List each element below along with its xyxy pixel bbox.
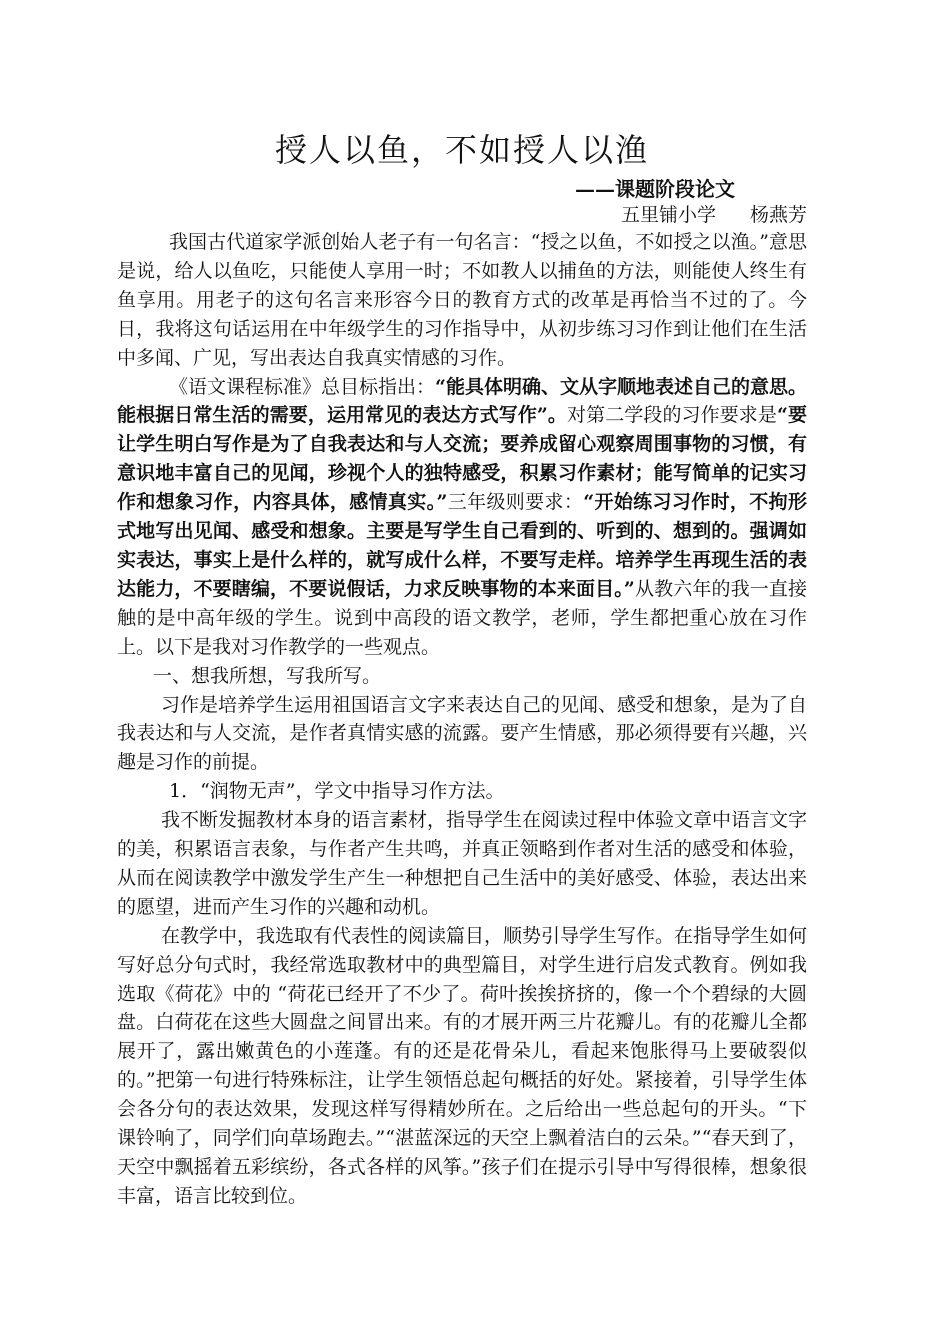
paragraph-interest: 习作是培养学生运用祖国语言文字来表达自己的见闻、感受和想象，是为了自我表达和与人交流，是作者真情实感的流露。要产生情感，那必须得要有兴趣，兴趣是习作的前提。	[117, 693, 808, 774]
section-heading-1: 一、想我所想，写我所写。	[153, 664, 382, 687]
curriculum-quote-2: “要让学生明白写作是为了自我表达和与人交流；要养成留心观察周围事物的习惯，有意识地丰富自己的见闻，珍视个人的独特感受，积累习作素材；能写简单的记实习作和想象习作，内容具体，感情真实。”	[117, 404, 807, 514]
paragraph-teaching-example: 在教学中，我选取有代表性的阅读篇目，顺势引导学生写作。在指导学生如何写好总分句式时，我经常选取教材中的典型篇目，对学生进行启发式教育。例如我选取《荷花》中的 “荷花已经开了不少了。荷叶挨挨挤挤的，像一个个碧绿的大圆盘。白荷花在这些大圆盘之间冒出来。有的才展开两三片花瓣儿。有的花瓣儿全都展开了，露出嫩黄色的小莲蓬。有的还是花骨朵儿，看起来饱胀得马上要破裂似的。”把第一句进行特殊标注，让学生领悟总起句概括的好处。紧接着，引导学生体会各分句的表达效果，发现这样写得精妙所在。之后给出一些总起句的开头。“下课铃响了，同学们向草场跑去。”“湛蓝深远的天空上飘着洁白的云朵。”“春天到了，天空中飘摇着五彩缤纷，各式各样的风筝。”孩子们在提示引导中写得很棒，想象很丰富，语言比较到位。	[117, 924, 808, 1207]
curriculum-text-2: 对第二学段的习作要求是	[567, 404, 777, 427]
document-subtitle: ——课题阶段论文	[575, 177, 735, 201]
author-school: 五里铺小学	[620, 204, 716, 226]
paragraph-curriculum-standard	[117, 373, 807, 662]
curriculum-quote-3: “开始练习习作时，不拘形式地写出见闻、感受和想象。主要是写学生自己看到的、听到的、想到的。强调如实表达，事实上是什么样的，就写成什么样，不要写走样。培养学生再现生活的表达能力，不要瞎编，不要说假话，力求反映事物的本来面目。”	[117, 491, 807, 600]
curriculum-text-1: 《语文课程标准》总目标指出：	[169, 375, 436, 398]
curriculum-text-3: 三年级则要求：	[447, 491, 584, 514]
paragraph-intro: 我国古代道家学派创始人老子有一句名言：“授之以鱼，不如授之以渔。”意思是说，给人以鱼吃，只能使人享用一时；不如教人以捕鱼的方法，则能使人终生有鱼享用。用老子的这句名言来形容今日的教育方式的改革是再恰当不过的了。今日，我将这句话运用在中年级学生的习作指导中，从初步练习习作到让他们在生活中多闻、广见，写出表达自我真实情感的习作。	[117, 231, 807, 369]
subsection-heading-1: 1．“润物无声”，学文中指导习作方法。	[169, 780, 505, 803]
paragraph-reading-materials: 我不断发掘教材本身的语言素材，指导学生在阅读过程中体验文章中语言文字的美，积累语言表象，与作者产生共鸣，并真正领略到作者对生活的感受和体验，从而在阅读教学中激发学生产生一种想把自己生活中的美好感受、体验，表达出来的愿望，进而产生习作的兴趣和动机。	[117, 809, 808, 918]
author-name: 杨燕芳	[749, 204, 807, 226]
document-title: 授人以鱼，不如授人以渔	[274, 131, 649, 169]
curriculum-quote-1: “能具体明确、文从字顺地表述自己的意思。能根据日常生活的需要，运用常见的表达方式写作”。	[117, 375, 807, 427]
document-page	[117, 128, 807, 1211]
curriculum-text-4: 从教六年的我一直接触的是中高年级的学生。说到中高段的语文教学，老师，学生都把重心放在习作上。以下是我对习作教学的一些观点。	[117, 577, 807, 658]
author-byline	[117, 202, 807, 228]
